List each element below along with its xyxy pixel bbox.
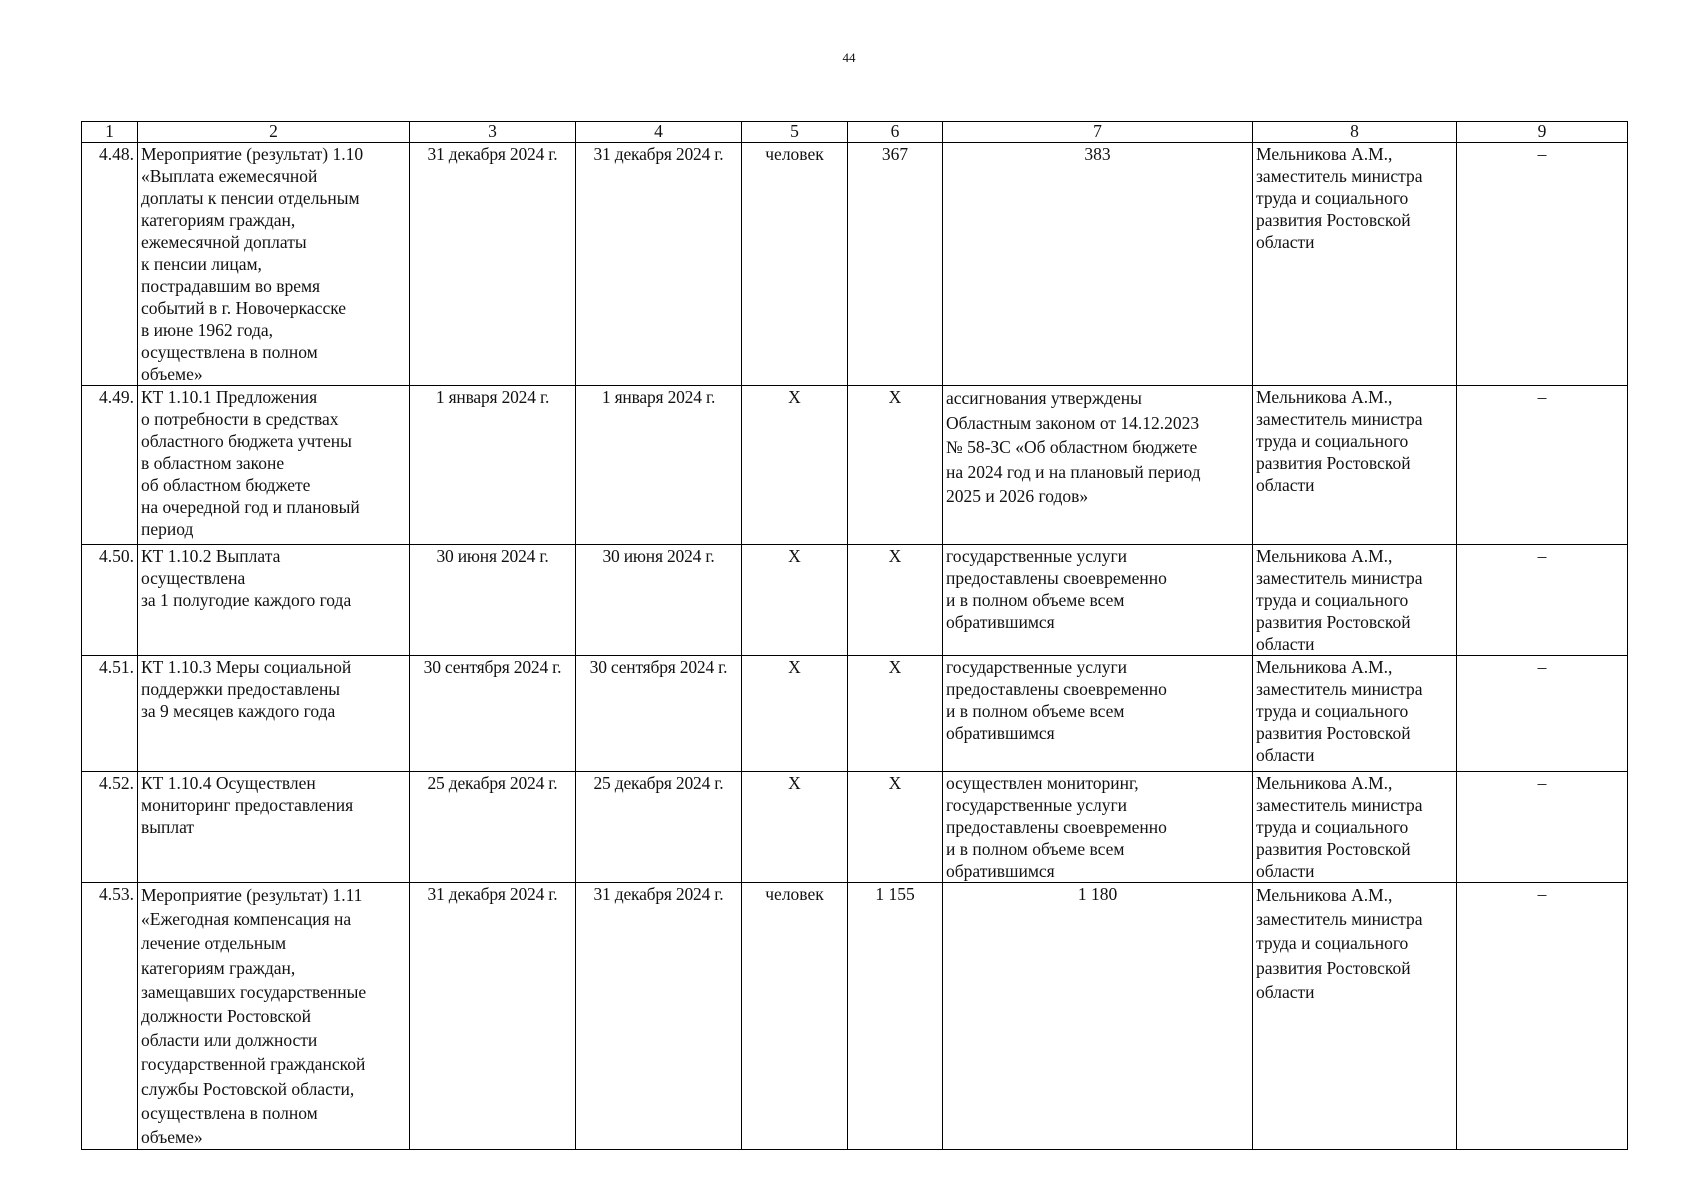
unit: Х [742, 772, 848, 883]
start-date: 25 декабря 2024 г. [410, 772, 576, 883]
header-row [82, 122, 1628, 143]
responsible-person: Мельникова А.М., заместитель министра труда и социального развития Ростовской области [1253, 143, 1457, 386]
note: – [1457, 545, 1628, 656]
column-header: 3 [410, 122, 576, 143]
row-number: 4.51. [82, 656, 138, 772]
column-header: 9 [1457, 122, 1628, 143]
actual-result: осуществлен мониторинг, государственные услуги предоставлены своевременно и в полном объеме всем обратившимся [943, 772, 1253, 883]
unit: Х [742, 545, 848, 656]
unit: Х [742, 656, 848, 772]
activity-name: КТ 1.10.4 Осуществлен мониторинг предоставления выплат [138, 772, 410, 883]
note: – [1457, 772, 1628, 883]
start-date: 30 сентября 2024 г. [410, 656, 576, 772]
planned-value: 367 [848, 143, 943, 386]
table-row [82, 772, 1628, 883]
planned-value: Х [848, 545, 943, 656]
responsible-person: Мельникова А.М., заместитель министра труда и социального развития Ростовской области [1253, 656, 1457, 772]
activity-name: КТ 1.10.1 Предложения о потребности в средствах областного бюджета учтены в областном законе об областном бюджете на очередной год и плановый период [138, 386, 410, 545]
actual-result: государственные услуги предоставлены своевременно и в полном объеме всем обратившимся [943, 656, 1253, 772]
table-row [82, 883, 1628, 1150]
planned-value: 1 155 [848, 883, 943, 1150]
column-header: 4 [576, 122, 742, 143]
end-date: 31 декабря 2024 г. [576, 883, 742, 1150]
note: – [1457, 386, 1628, 545]
column-header: 8 [1253, 122, 1457, 143]
end-date: 31 декабря 2024 г. [576, 143, 742, 386]
note: – [1457, 143, 1628, 386]
column-header: 1 [82, 122, 138, 143]
table-row [82, 386, 1628, 545]
actual-result: государственные услуги предоставлены своевременно и в полном объеме всем обратившимся [943, 545, 1253, 656]
table-row [82, 143, 1628, 386]
activity-name: КТ 1.10.2 Выплата осуществлена за 1 полугодие каждого года [138, 545, 410, 656]
activity-name: Мероприятие (результат) 1.11 «Ежегодная компенсация на лечение отдельным категориям граждан, замещавших государственные должности Ростовской области или должности государственной гражданской службы Ростовской области, осуществлена в полном объеме» [138, 883, 410, 1150]
table-row [82, 656, 1628, 772]
end-date: 25 декабря 2024 г. [576, 772, 742, 883]
actual-result: 383 [943, 143, 1253, 386]
responsible-person: Мельникова А.М., заместитель министра труда и социального развития Ростовской области [1253, 772, 1457, 883]
responsible-person: Мельникова А.М., заместитель министра труда и социального развития Ростовской области [1253, 386, 1457, 545]
planned-value: Х [848, 772, 943, 883]
row-number: 4.49. [82, 386, 138, 545]
table-row [82, 545, 1628, 656]
row-number: 4.48. [82, 143, 138, 386]
unit: Х [742, 386, 848, 545]
activity-name: КТ 1.10.3 Меры социальной поддержки предоставлены за 9 месяцев каждого года [138, 656, 410, 772]
planned-value: Х [848, 386, 943, 545]
note: – [1457, 883, 1628, 1150]
row-number: 4.53. [82, 883, 138, 1150]
responsible-person: Мельникова А.М., заместитель министра труда и социального развития Ростовской области [1253, 545, 1457, 656]
column-header: 7 [943, 122, 1253, 143]
end-date: 1 января 2024 г. [576, 386, 742, 545]
column-header: 6 [848, 122, 943, 143]
end-date: 30 сентября 2024 г. [576, 656, 742, 772]
row-number: 4.52. [82, 772, 138, 883]
start-date: 31 декабря 2024 г. [410, 143, 576, 386]
end-date: 30 июня 2024 г. [576, 545, 742, 656]
unit: человек [742, 883, 848, 1150]
note: – [1457, 656, 1628, 772]
activity-name: Мероприятие (результат) 1.10 «Выплата ежемесячной доплаты к пенсии отдельным категориям граждан, ежемесячной доплаты к пенсии лицам, пострадавшим во время событий в г. Новочеркасске в июне 1962 года, осуществлена в полном объеме» [138, 143, 410, 386]
unit: человек [742, 143, 848, 386]
responsible-person: Мельникова А.М., заместитель министра труда и социального развития Ростовской области [1253, 883, 1457, 1150]
report-table [81, 121, 1628, 1150]
start-date: 30 июня 2024 г. [410, 545, 576, 656]
column-header: 2 [138, 122, 410, 143]
page-number: 44 [842, 50, 856, 65]
column-header: 5 [742, 122, 848, 143]
actual-result: ассигнования утверждены Областным законом от 14.12.2023 № 58-ЗС «Об областном бюджете на 2024 год и на плановый период 2025 и 2026 годов» [943, 386, 1253, 545]
start-date: 31 декабря 2024 г. [410, 883, 576, 1150]
planned-value: Х [848, 656, 943, 772]
row-number: 4.50. [82, 545, 138, 656]
actual-result: 1 180 [943, 883, 1253, 1150]
start-date: 1 января 2024 г. [410, 386, 576, 545]
